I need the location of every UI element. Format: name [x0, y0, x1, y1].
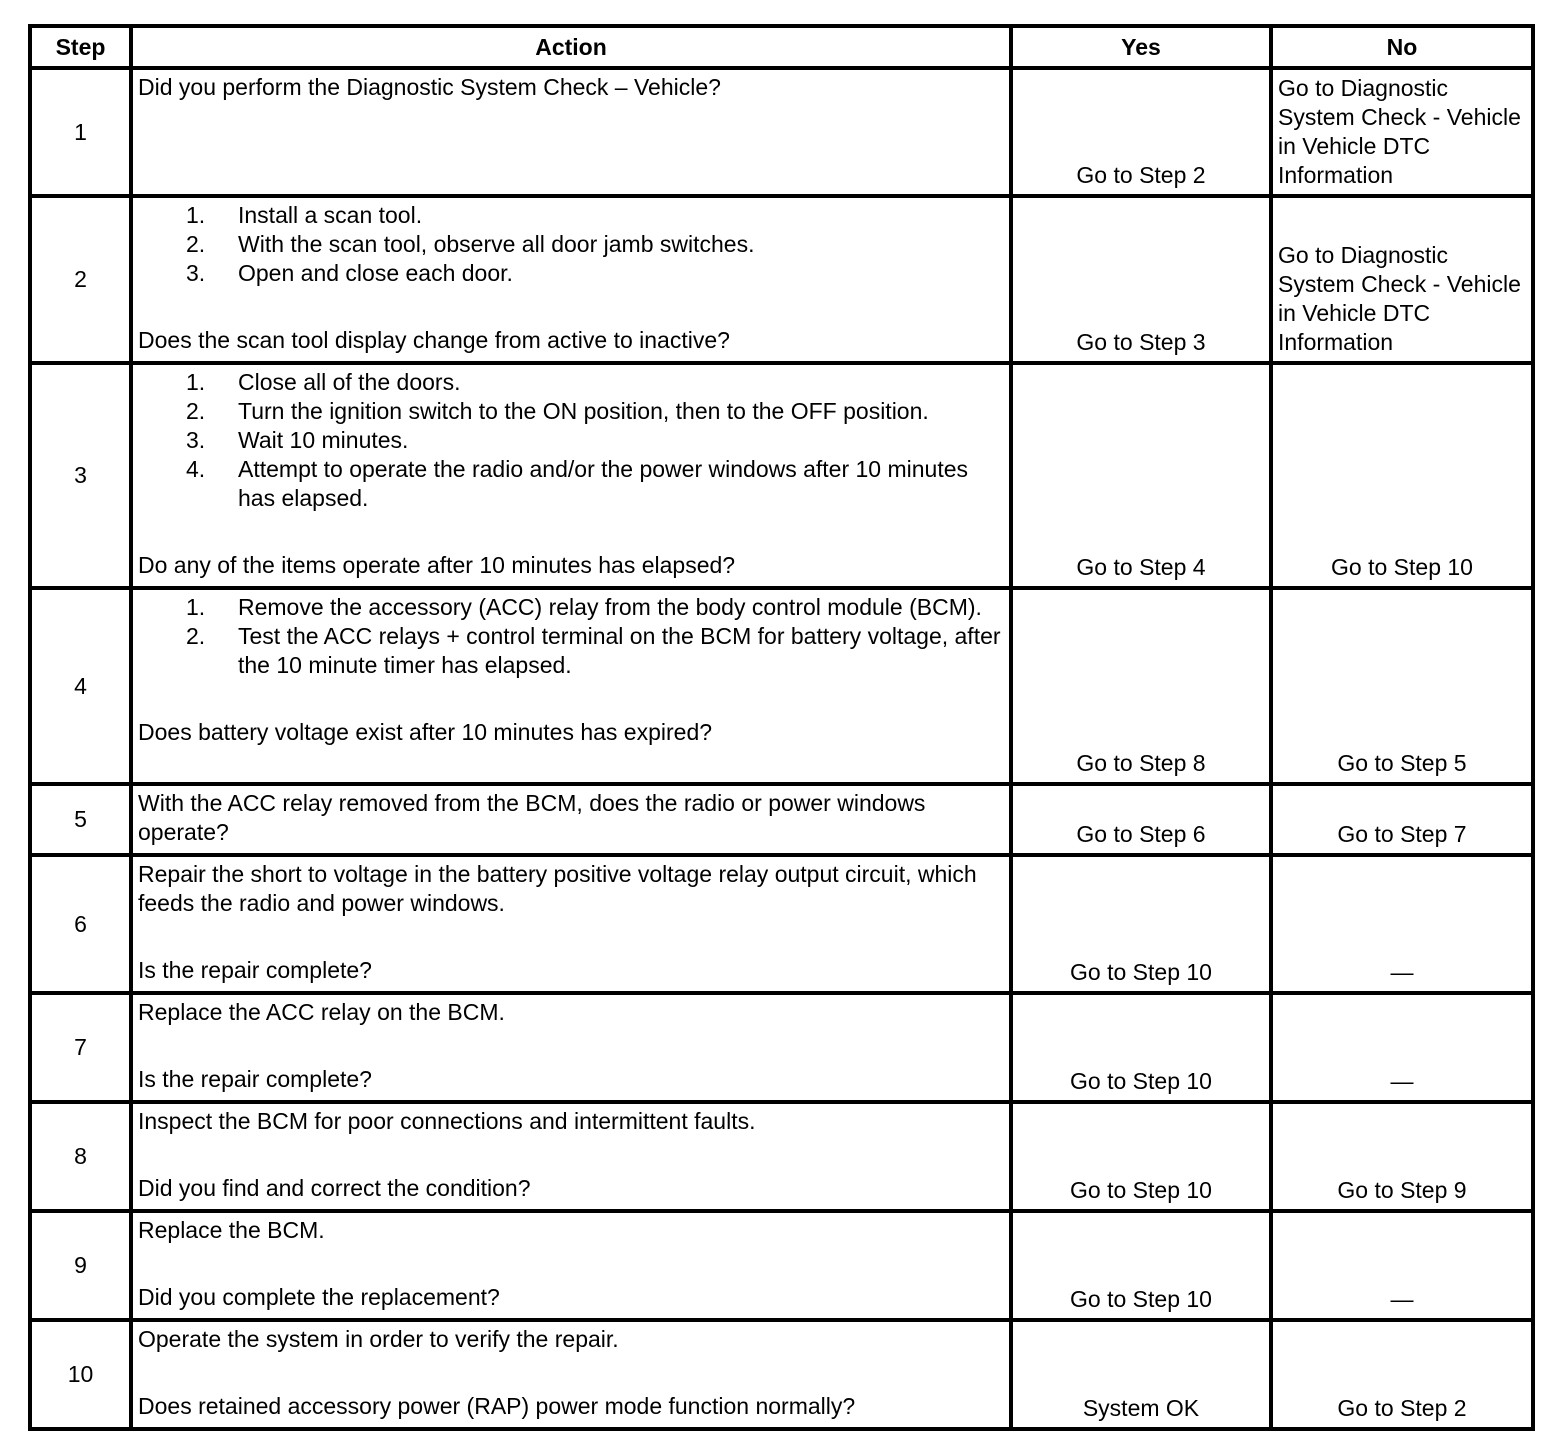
action-cell — [131, 363, 1011, 588]
no-result: Go to Step 2 — [1271, 1320, 1533, 1429]
action-question: Is the repair complete? — [138, 957, 372, 983]
action-cell — [131, 1320, 1011, 1429]
no-result: Go to Step 10 — [1271, 363, 1533, 588]
table-header-row — [30, 26, 1533, 68]
step-number: 9 — [30, 1211, 131, 1320]
action-cell — [131, 196, 1011, 363]
yes-result: Go to Step 10 — [1011, 1102, 1271, 1211]
table-row — [30, 68, 1533, 196]
yes-result: Go to Step 10 — [1011, 993, 1271, 1102]
table-row — [30, 588, 1533, 784]
step-number: 2 — [30, 196, 131, 363]
no-result: Go to Step 5 — [1271, 588, 1533, 784]
yes-result: Go to Step 8 — [1011, 588, 1271, 784]
step-number: 10 — [30, 1320, 131, 1429]
action-cell — [131, 1211, 1011, 1320]
no-result: Go to Step 7 — [1271, 784, 1533, 855]
action-question: Does the scan tool display change from active to inactive? — [138, 327, 730, 353]
step-number: 6 — [30, 855, 131, 993]
action-cell — [131, 588, 1011, 784]
no-result: Go to Diagnostic System Check - Vehicle in Vehicle DTC Information — [1271, 196, 1533, 363]
substep: 3. Wait 10 minutes. — [186, 427, 409, 453]
substep: 4. Attempt to operate the radio and/or the power windows after 10 minutes has elapsed. — [186, 456, 969, 511]
step-number: 7 — [30, 993, 131, 1102]
substep-list — [138, 201, 1009, 288]
substep: 1. Install a scan tool. — [186, 202, 423, 228]
header-action: Action — [131, 26, 1011, 68]
substep-list — [138, 593, 1009, 680]
action-cell — [131, 68, 1011, 196]
action-intro: With the ACC relay removed from the BCM, does the radio or power windows operate? — [138, 790, 926, 845]
action-cell — [131, 784, 1011, 855]
action-intro: Inspect the BCM for poor connections and intermittent faults. — [138, 1108, 756, 1134]
table-row — [30, 1211, 1533, 1320]
no-result: — — [1271, 855, 1533, 993]
yes-result: Go to Step 10 — [1011, 855, 1271, 993]
action-question: Did you find and correct the condition? — [138, 1175, 531, 1201]
yes-result: System OK — [1011, 1320, 1271, 1429]
table-row — [30, 196, 1533, 363]
yes-result: Go to Step 3 — [1011, 196, 1271, 363]
action-cell — [131, 993, 1011, 1102]
action-intro: Operate the system in order to verify the repair. — [138, 1326, 619, 1352]
substep-list — [138, 368, 1009, 513]
table-row — [30, 1320, 1533, 1429]
action-intro: Did you perform the Diagnostic System Check – Vehicle? — [138, 74, 721, 100]
table-row — [30, 1102, 1533, 1211]
action-intro: Repair the short to voltage in the battery positive voltage relay output circuit, which feeds the radio and power windows. — [138, 861, 977, 916]
table-row — [30, 993, 1533, 1102]
step-number: 5 — [30, 784, 131, 855]
action-question: Does battery voltage exist after 10 minutes has expired? — [138, 719, 713, 745]
header-yes: Yes — [1011, 26, 1271, 68]
yes-result: Go to Step 2 — [1011, 68, 1271, 196]
step-number: 1 — [30, 68, 131, 196]
substep: 2. Test the ACC relays + control terminal on the BCM for battery voltage, after the 10 minute timer has elapsed. — [186, 623, 1001, 678]
header-no: No — [1271, 26, 1533, 68]
yes-result: Go to Step 10 — [1011, 1211, 1271, 1320]
action-intro: Replace the BCM. — [138, 1217, 325, 1243]
table-row — [30, 784, 1533, 855]
action-cell — [131, 855, 1011, 993]
table-row — [30, 363, 1533, 588]
action-cell — [131, 1102, 1011, 1211]
action-question: Does retained accessory power (RAP) power mode function normally? — [138, 1393, 856, 1419]
yes-result: Go to Step 4 — [1011, 363, 1271, 588]
action-question: Do any of the items operate after 10 minutes has elapsed? — [138, 552, 736, 578]
substep: 2. Turn the ignition switch to the ON position, then to the OFF position. — [186, 398, 929, 424]
no-result: — — [1271, 993, 1533, 1102]
table-row — [30, 855, 1533, 993]
step-number: 8 — [30, 1102, 131, 1211]
substep: 1. Remove the accessory (ACC) relay from the body control module (BCM). — [186, 594, 982, 620]
action-intro: Replace the ACC relay on the BCM. — [138, 999, 505, 1025]
action-question: Did you complete the replacement? — [138, 1284, 500, 1310]
substep: 2. With the scan tool, observe all door jamb switches. — [186, 231, 755, 257]
header-step: Step — [30, 26, 131, 68]
no-result: Go to Diagnostic System Check - Vehicle in Vehicle DTC Information — [1271, 68, 1533, 196]
step-number: 4 — [30, 588, 131, 784]
diagnostic-table — [28, 24, 1535, 1431]
yes-result: Go to Step 6 — [1011, 784, 1271, 855]
substep: 1. Close all of the doors. — [186, 369, 461, 395]
action-question: Is the repair complete? — [138, 1066, 372, 1092]
substep: 3. Open and close each door. — [186, 260, 513, 286]
step-number: 3 — [30, 363, 131, 588]
no-result: Go to Step 9 — [1271, 1102, 1533, 1211]
no-result: — — [1271, 1211, 1533, 1320]
